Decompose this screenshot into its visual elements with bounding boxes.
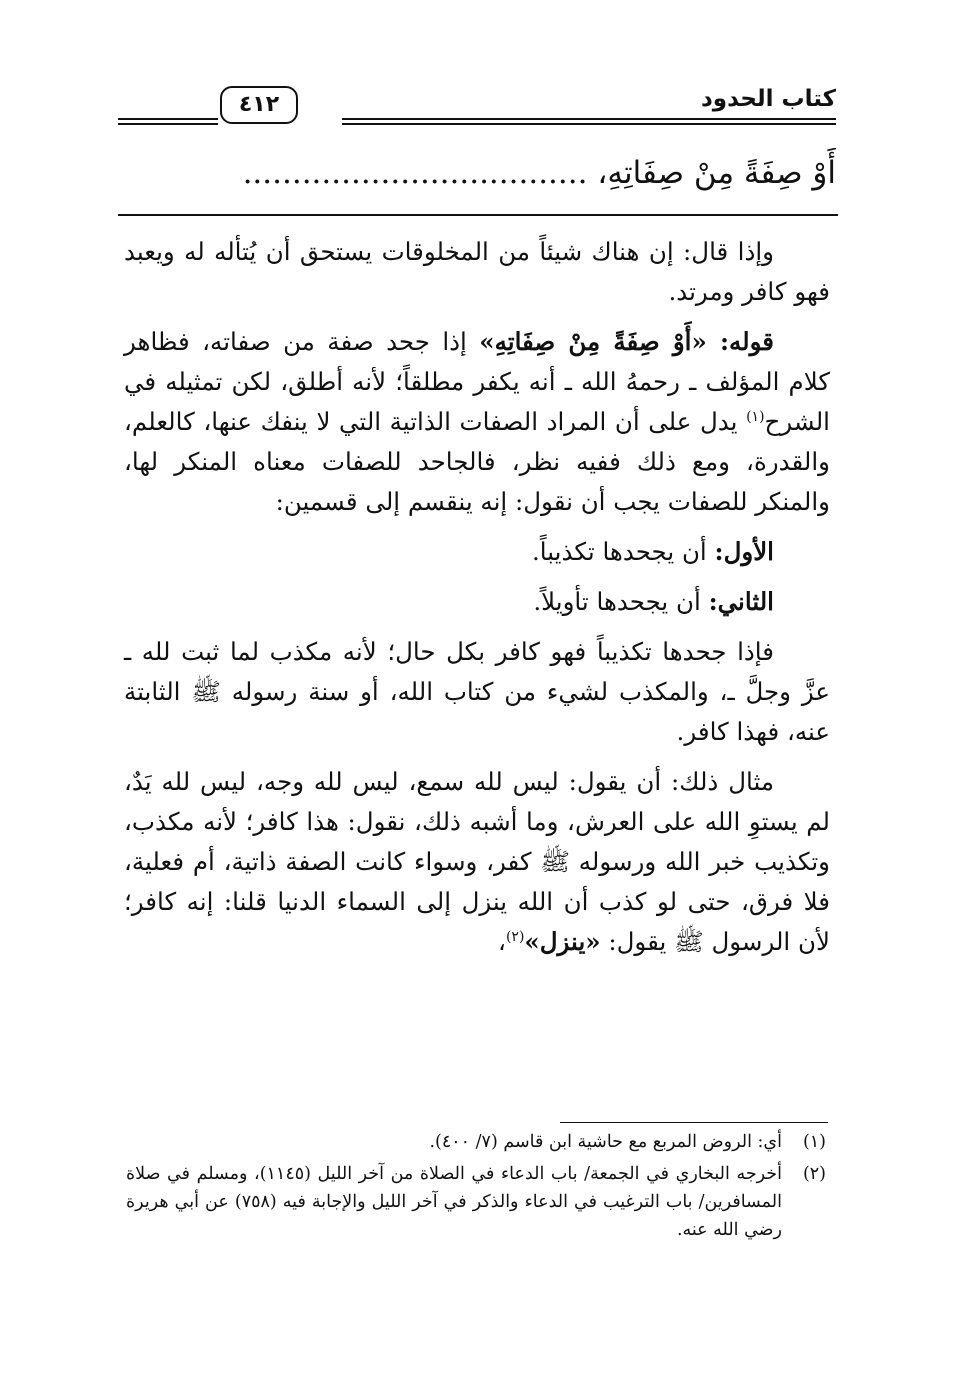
footnote-text: أخرجه البخاري في الجمعة/ باب الدعاء في الصلاة من آخر الليل (١١٤٥)، ومسلم في صلاة المسافرين/ باب الترغيب في الدعاء والذكر في آخر الليل والإجابة فيه (٧٥٨) عن أبي هريرة رضي الله عنه. [126, 1164, 782, 1240]
paragraph-lead: قوله: «أَوْ صِفَةً مِنْ صِفَاتِهِ» [479, 327, 774, 356]
paragraph [124, 232, 830, 312]
footnote-divider [560, 1122, 828, 1123]
footnotes [126, 1128, 826, 1248]
footnote-number: (٢) [802, 1164, 826, 1184]
paragraph [124, 632, 830, 752]
list-item [124, 582, 830, 622]
page-number: ٤١٢ [220, 86, 298, 124]
running-header [118, 86, 836, 126]
footnote [126, 1160, 826, 1244]
item-lead: الأول: [714, 537, 774, 566]
item-lead: الثاني: [708, 587, 774, 616]
footnote-ref: (١) [746, 408, 765, 425]
footnote-text: أي: الروض المربع مع حاشية ابن قاسم (٧/ ٤٠٠). [429, 1132, 782, 1152]
paragraph-text: مثال ذلك: أن يقول: ليس لله سمع، ليس لله وجه، ليس لله يَدٌ، لم يستوِ الله على العرش، وما أشبه ذلك، نقول: هذا كافر؛ لأنه مكذب، وتكذيب خبر الله ورسوله ﷺ كفر، وسواء كانت الصفة ذاتية، أم فعلية، فلا فرق، حتى لو كذب أن الله ينزل إلى السماء الدنيا قلنا: إنه كافر؛ لأن الرسول ﷺ يقول: [124, 767, 830, 956]
header-rule [342, 118, 836, 120]
item-text: أن يجحدها تكذيباً. [532, 537, 715, 566]
footnote-ref: (٢) [505, 928, 525, 945]
book-title: كتاب الحدود [700, 86, 836, 112]
list-item [124, 532, 830, 572]
hadith-quote: «ينزل» [524, 927, 601, 956]
paragraph [124, 322, 830, 522]
paragraph-text: وإذا قال: إن هناك شيئاً من المخلوقات يستحق أن يُتأله له ويعبد فهو كافر ومرتد. [124, 237, 830, 306]
matn-divider [118, 214, 838, 216]
footnote [126, 1128, 826, 1156]
header-rule [118, 123, 218, 125]
paragraph-text: يدل على أن المراد الصفات الذاتية التي لا ينفك عنها، كالعلم، والقدرة، ومع ذلك ففيه نظر، فالجاحد للصفات معناه المنكر لها، والمنكر للصفات يجب أن نقول: إنه ينقسم إلى قسمين: [124, 407, 830, 516]
paragraph-text: إذا جحد صفة من صفاته، فظاهر كلام المؤلف ـ رحمهُ الله ـ أنه يكفر مطلقاً؛ لأنه أطلق، لكن تمثيله في الشرح [124, 327, 830, 436]
footnote-number: (١) [802, 1132, 826, 1152]
item-text: أن يجحدها تأويلاً. [533, 587, 709, 616]
commentary-body [124, 232, 830, 972]
paragraph-text: ، [498, 927, 506, 956]
paragraph [124, 762, 830, 962]
paragraph-text: فإذا جحدها تكذيباً فهو كافر بكل حال؛ لأنه مكذب لما ثبت لله ـ عزَّ وجلَّ ـ، والمكذب لشيء من كتاب الله، أو سنة رسوله ﷺ الثابتة عنه، فهذا كافر. [124, 637, 830, 746]
matn-text: أَوْ صِفَةً مِنْ صِفَاتِهِ، ................................... [242, 155, 836, 191]
header-rule [118, 118, 218, 120]
header-rule [342, 123, 836, 125]
